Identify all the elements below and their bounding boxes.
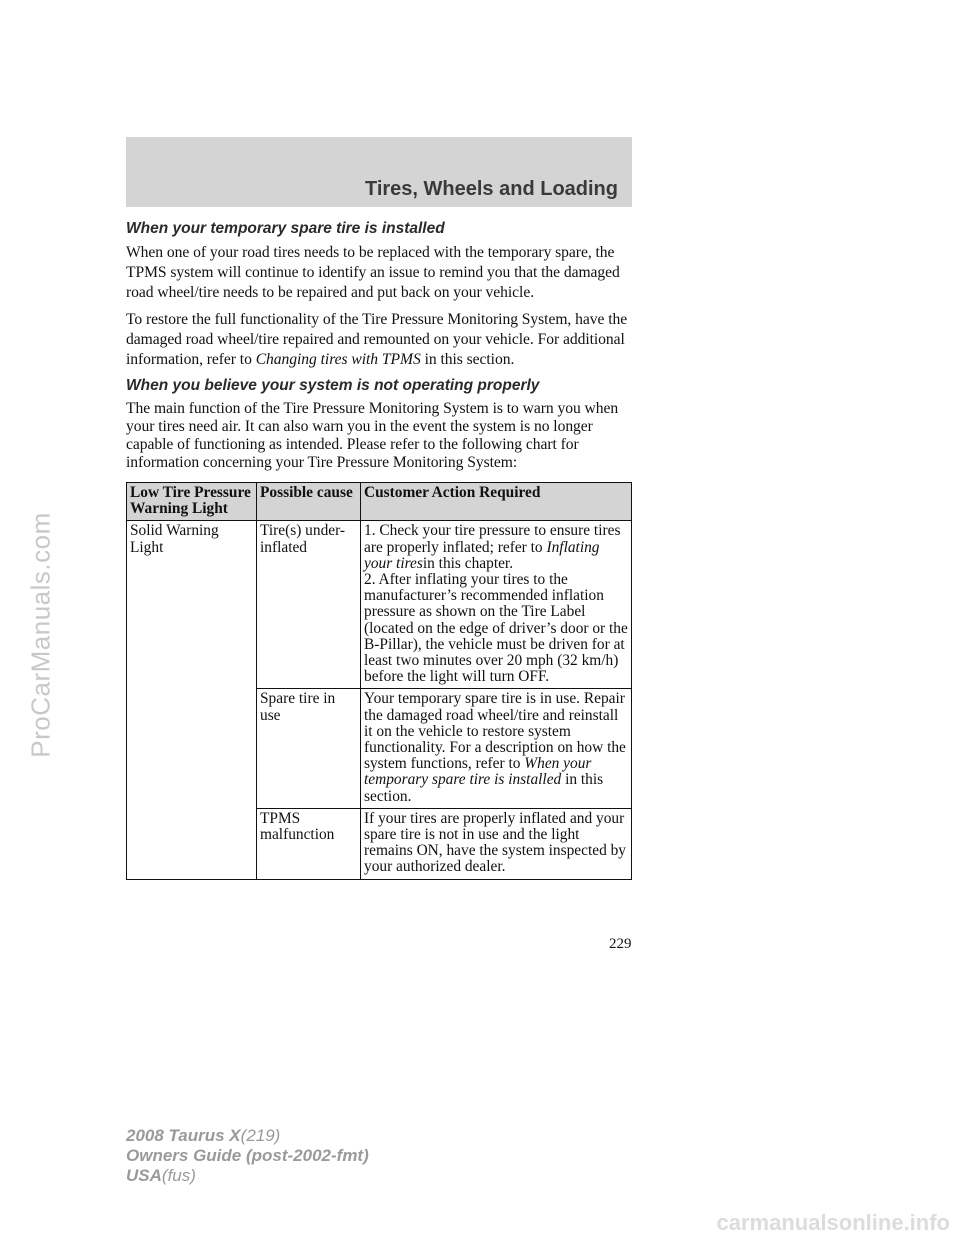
header-customer-action: Customer Action Required xyxy=(361,483,632,521)
restore-text-suffix: in this section. xyxy=(424,351,515,368)
restore-text: To restore the full functionality of the Tire Pressure Monitoring System, have the damaged road wheel/tire repaired and remounted on your vehicle. For additional information, refer to xyxy=(126,311,628,368)
cell-cause: Spare tire in use xyxy=(257,689,361,808)
spare-installed-reference: When your temporary spare tire is installed xyxy=(364,755,592,789)
page-content xyxy=(126,220,632,880)
footer-market-code: (fus) xyxy=(161,1166,196,1185)
footer-model: 2008 Taurus X xyxy=(126,1126,241,1145)
cell-action xyxy=(361,689,632,808)
action-text-mid: in this chapter. xyxy=(422,554,514,572)
paragraph-restore-functionality xyxy=(126,310,632,370)
heading-spare-installed: When your temporary spare tire is installed xyxy=(126,220,445,237)
cell-cause: TPMS malfunction xyxy=(257,808,361,879)
section-title: Tires, Wheels and Loading xyxy=(364,178,618,200)
footer-guide-format: Owners Guide (post-2002-fmt) xyxy=(126,1146,369,1165)
watermark-procarmanuals xyxy=(20,510,62,760)
table-header-row xyxy=(127,483,632,521)
action-text-suffix: in this section. xyxy=(364,771,604,805)
inflating-tires-reference: Inflating your tires xyxy=(364,538,600,572)
action-text-step-2: 2. After inflating your tires to the manufacturer’s recommended inflation pressure as shown on the Tire Label (located on the edge of driver’s door or the B-Pillar), the vehicle must be driven for at least two minutes over 20 mph (32 km/h) before the light will turn OFF. xyxy=(364,571,628,686)
tpms-chart-table xyxy=(126,482,632,880)
header-warning-light: Low Tire Pressure Warning Light xyxy=(127,483,257,521)
paragraph-spare-replaced: When one of your road tires needs to be replaced with the temporary spare, the TPMS system will continue to identify an issue to remind you that the damaged road wheel/tire needs to be repaired and put back on your vehicle. xyxy=(126,244,620,301)
cell-warning-light: Solid Warning Light xyxy=(127,521,257,879)
cell-action xyxy=(361,521,632,689)
footer-model-code: (219) xyxy=(240,1126,281,1145)
changing-tires-reference: Changing tires with TPMS xyxy=(255,351,421,368)
action-text: 1. Check your tire pressure to ensure tires are properly inflated; refer to xyxy=(364,522,621,556)
cell-action: If your tires are properly inflated and your spare tire is not in use and the light remains ON, have the system inspected by your authorized dealer. xyxy=(361,808,632,879)
document-footer xyxy=(126,1126,369,1186)
footer-market: USA xyxy=(126,1166,162,1185)
footer-line-model xyxy=(126,1126,369,1146)
heading-not-operating: When you believe your system is not operating properly xyxy=(126,377,540,394)
header-possible-cause: Possible cause xyxy=(257,483,361,521)
table-row xyxy=(127,521,632,689)
cell-cause: Tire(s) under-inflated xyxy=(257,521,361,689)
site-watermark: carmanualsonline.info xyxy=(716,1210,950,1235)
footer-line-market xyxy=(126,1166,369,1186)
section-header-band xyxy=(126,137,632,207)
page-number: 229 xyxy=(609,936,632,952)
action-text: Your temporary spare tire is in use. Repair the damaged road wheel/tire and reinstall it on the vehicle to restore system functionality. For a description on how the system functions, refer to xyxy=(364,690,626,773)
watermark-text: ProCarManuals.com xyxy=(25,512,56,758)
paragraph-main-function: The main function of the Tire Pressure Monitoring System is to warn you when your tires need air. It can also warn you in the event the system is no longer capable of functioning as intended. Please refer to the following chart for information concerning your Tire Pressure Monitoring System: xyxy=(126,400,619,471)
